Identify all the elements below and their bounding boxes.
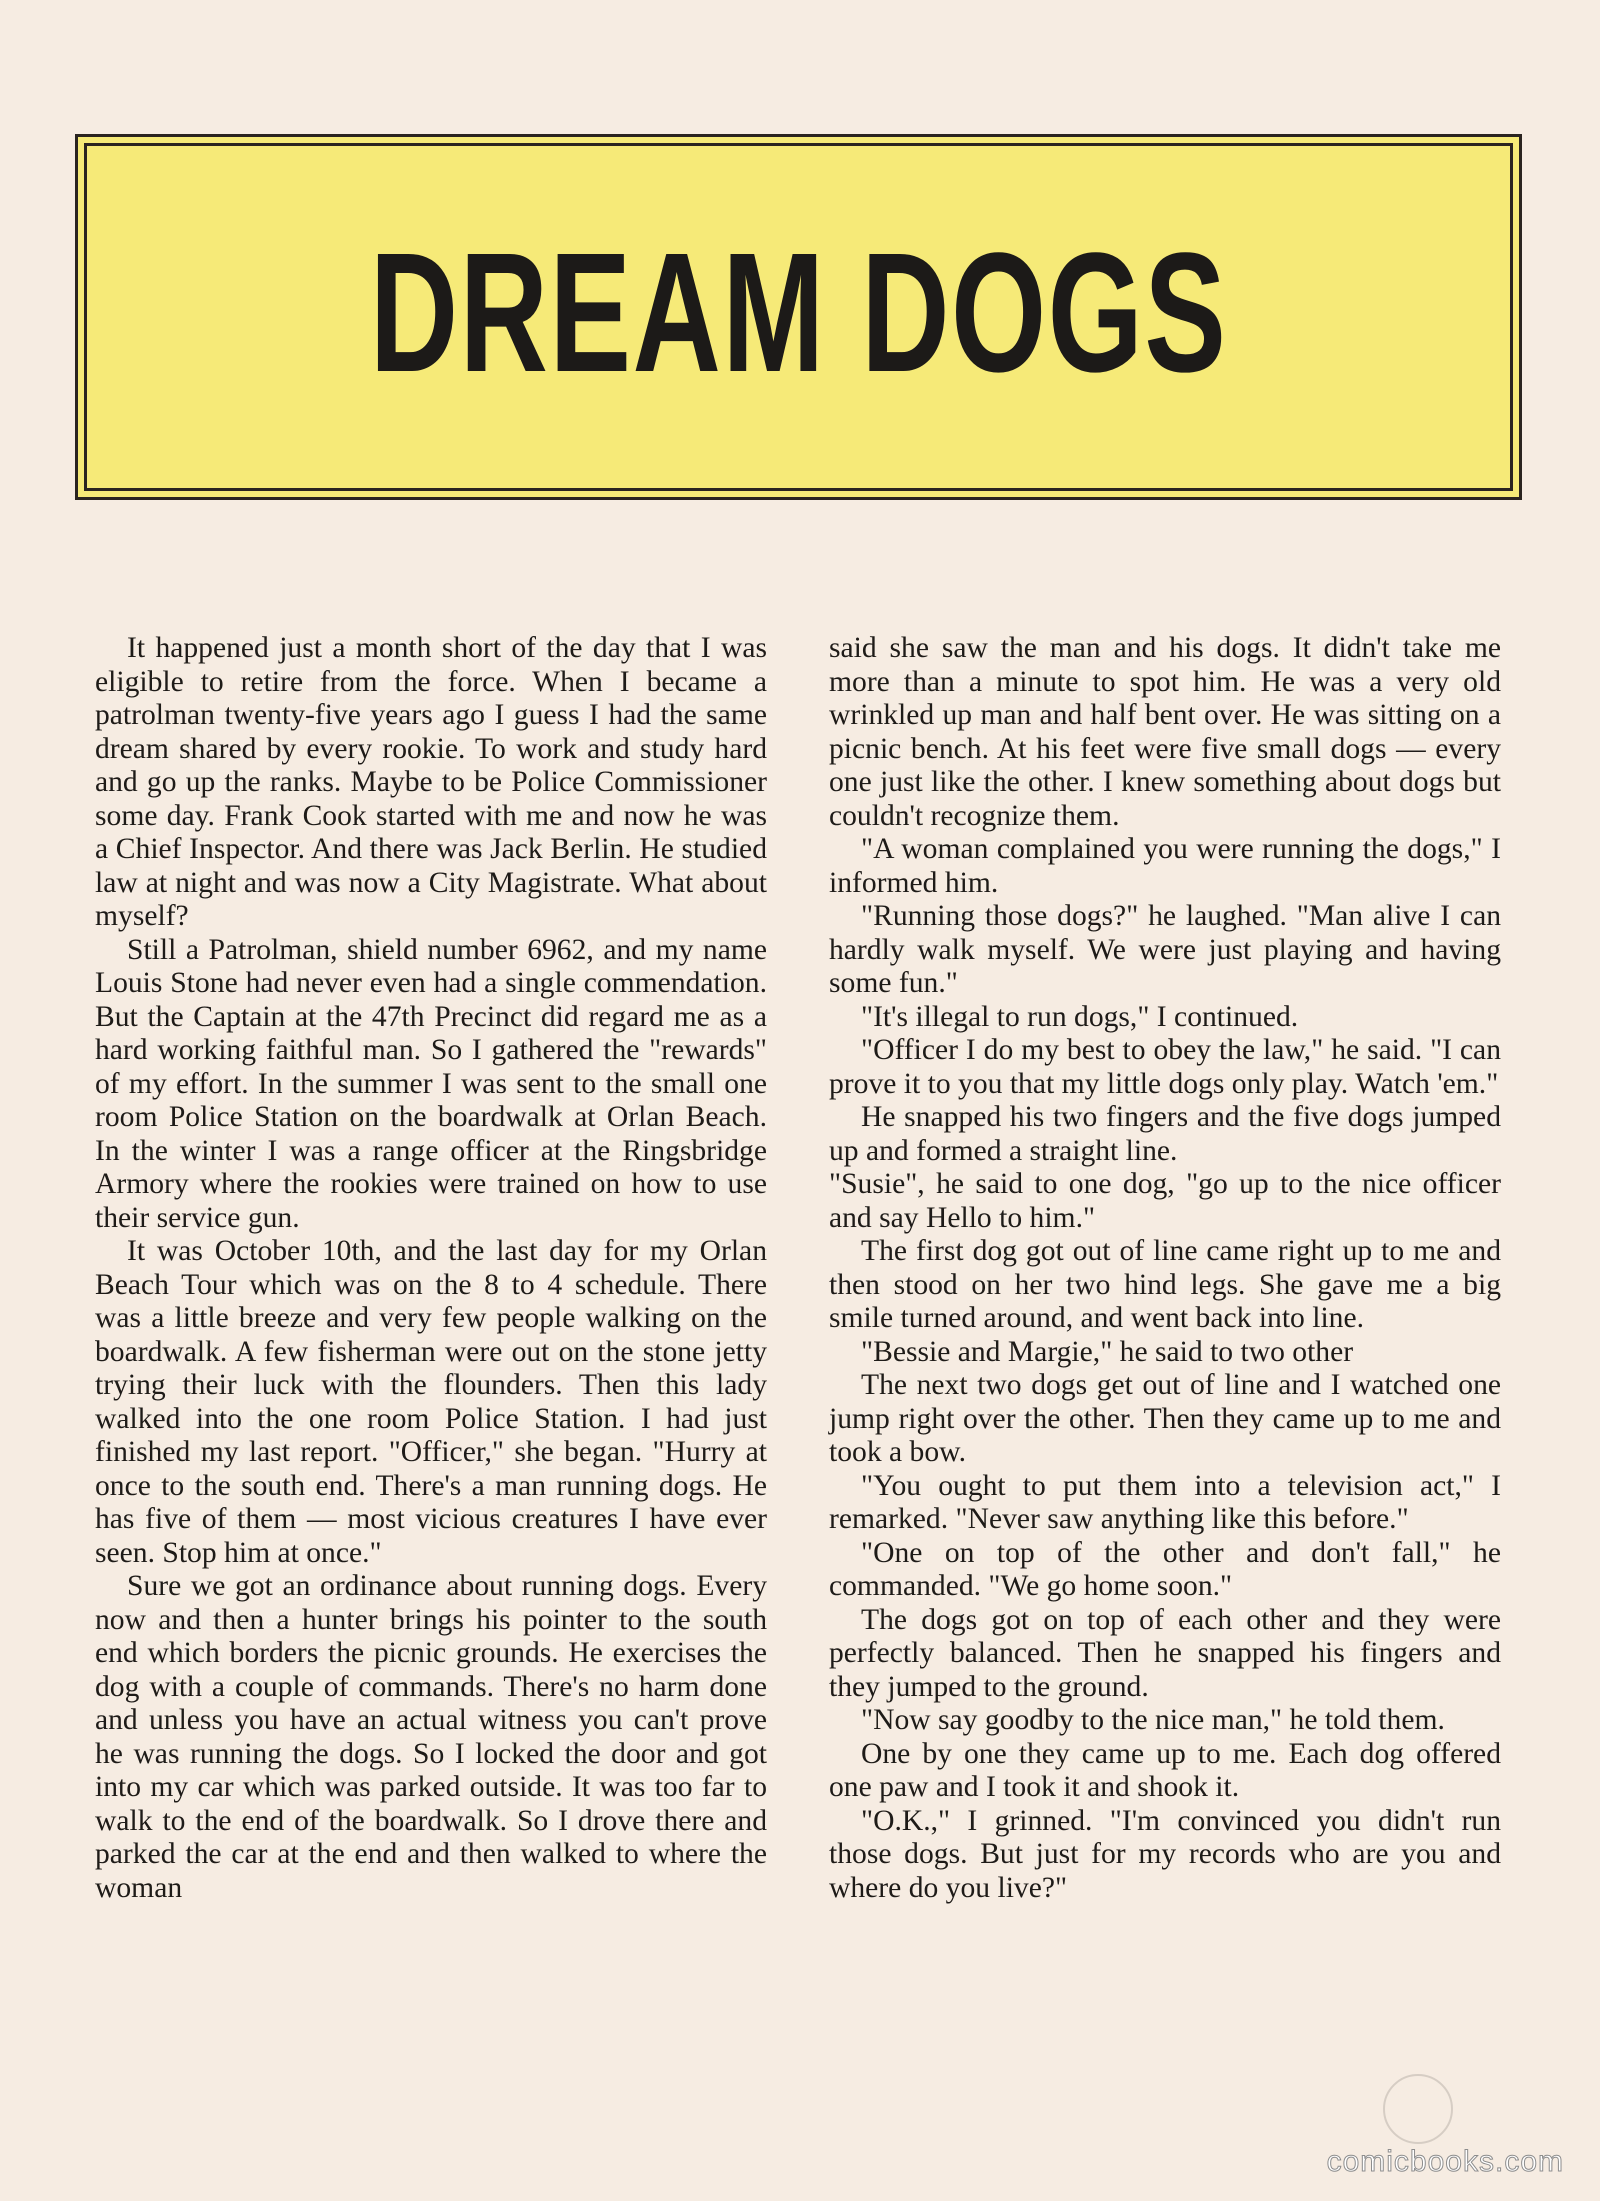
paragraph: The next two dogs get out of line and I watched one jump right over the other. Then they came up to me and took a bow. — [829, 1369, 1501, 1468]
paragraph: One by one they came up to me. Each dog offered one paw and I took it and shook it. — [829, 1737, 1501, 1803]
paragraph: "A woman complained you were running the dogs," I informed him. — [829, 833, 1501, 899]
paragraph: The dogs got on top of each other and they were perfectly balanced. Then he snapped his fingers and they jumped to the ground. — [829, 1603, 1501, 1703]
paragraph: "Now say goodby to the nice man," he told them. — [861, 1704, 1445, 1736]
story-title: DREAM DOGS — [369, 218, 1228, 408]
paragraph: The first dog got out of line came right up to me and then stood on her two hind legs. She gave me a big smile turned around, and went back into line. — [829, 1235, 1501, 1334]
watermark: comicbooks.com — [1326, 2145, 1564, 2178]
paragraph: "You ought to put them into a television act," I remarked. "Never saw anything like this before." — [829, 1469, 1501, 1535]
left-text-column — [95, 632, 767, 1905]
paragraph: "Officer I do my best to obey the law," he said. "I can prove it to you that my little dogs only play. Watch 'em." — [829, 1034, 1501, 1100]
paragraph: "Susie", he said to one dog, "go up to the nice officer and say Hello to him." — [829, 1168, 1501, 1234]
paragraph: Still a Patrolman, shield number 6962, and my name Louis Stone had never even had a single commendation. But the Captain at the 47th Precinct did regard me as a hard working faithful man. So I gathered the "rewards" of my effort. In the summer I was sent to the small one room Police Station on the boardwalk at Orlan Beach. In the winter I was a range officer at the Ringsbridge Armory where the rookies were trained on how to use their service gun. — [95, 933, 767, 1234]
paragraph: Sure we got an ordinance about running dogs. Every now and then a hunter brings his pointer to the south end which borders the picnic grounds. He exercises the dog with a couple of commands. There's no harm done and unless you have an actual witness you can't prove he was running the dogs. So I locked the door and got into my car which was parked outside. It was too far to walk to the end of the boardwalk. So I drove there and parked the car at the end and then walked to where the woman — [95, 1570, 767, 1904]
watermark-logo-icon — [1383, 2074, 1453, 2144]
paragraph: said she saw the man and his dogs. It didn't take me more than a minute to spot him. He was a very old wrinkled up man and half bent over. He was sitting on a picnic bench. At his feet were five small dogs — every one just like the other. I knew something about dogs but couldn't recognize them. — [829, 632, 1501, 832]
paragraph: It was October 10th, and the last day for my Orlan Beach Tour which was on the 8 to 4 schedule. There was a little breeze and very few people walking on the boardwalk. A few fisherman were out on the stone jetty trying their luck with the flounders. Then this lady walked into the one room Police Station. I had just finished my last report. "Officer," she began. "Hurry at once to the south end. There's a man running dogs. He has five of them — most vicious creatures I have ever seen. Stop him at once." — [95, 1235, 767, 1569]
paragraph: "It's illegal to run dogs," I continued. — [861, 1000, 1299, 1033]
right-text-column — [829, 632, 1501, 1905]
paragraph: "O.K.," I grinned. "I'm convinced you didn't run those dogs. But just for my records who are you and where do you live?" — [829, 1804, 1501, 1904]
paragraph: He snapped his two fingers and the five dogs jumped up and formed a straight line. — [829, 1101, 1501, 1167]
paragraph: "Bessie and Margie," he said to two other — [861, 1335, 1354, 1368]
paragraph: "One on top of the other and don't fall," he commanded. "We go home soon." — [829, 1536, 1501, 1602]
title-banner — [75, 134, 1522, 500]
paragraph: It happened just a month short of the day that I was eligible to retire from the force. When I became a patrolman twenty-five years ago I guess I had the same dream shared by every rookie. To work and study hard and go up the ranks. Maybe to be Police Commissioner some day. Frank Cook started with me and now he was a Chief Inspector. And there was Jack Berlin. He studied law at night and was now a City Magistrate. What about myself? — [95, 632, 767, 932]
paragraph: "Running those dogs?" he laughed. "Man alive I can hardly walk myself. We were just playing and having some fun." — [829, 900, 1501, 999]
